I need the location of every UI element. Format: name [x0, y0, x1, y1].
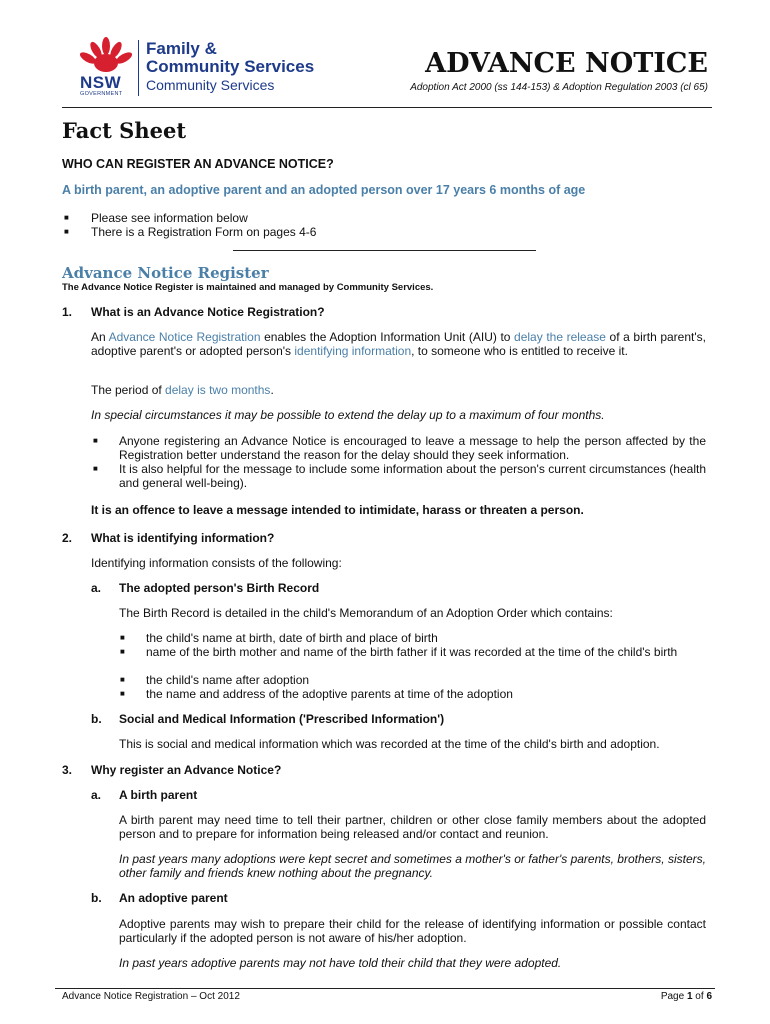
bullet-icon: ■ — [64, 227, 69, 236]
text-run: enables the Adoption Information Unit (AIU) to — [260, 330, 515, 344]
fact-bullet: Please see information below — [91, 211, 248, 225]
birth-record-bullet: the child's name at birth, date of birth and place of birth — [146, 631, 438, 645]
birth-record-intro: The Birth Record is detailed in the child's Memorandum of an Adoption Order which contains: — [119, 606, 613, 620]
subsection-letter: b. — [91, 712, 102, 726]
fact-bullet: There is a Registration Form on pages 4-6 — [91, 225, 317, 239]
fact-sheet-heading: Fact Sheet — [62, 118, 187, 143]
section-number: 2. — [62, 531, 73, 545]
glossary-link[interactable]: delay the release — [514, 330, 606, 344]
delay-period-text — [91, 383, 274, 397]
section-number: 3. — [62, 763, 73, 777]
section-title: What is identifying information? — [91, 531, 275, 545]
identifying-intro: Identifying information consists of the following: — [91, 556, 342, 570]
page-subtitle: Adoption Act 2000 (ss 144-153) & Adoption Regulation 2003 (cl 65) — [410, 82, 708, 93]
section-title: Why register an Advance Notice? — [91, 763, 282, 777]
glossary-link[interactable]: delay is two months — [165, 383, 271, 397]
logo-community-services: Community Services — [146, 57, 315, 76]
text-run: . — [270, 383, 274, 397]
total-pages: 6 — [706, 991, 712, 1002]
nsw-logo — [78, 36, 138, 98]
birth-record-bullet: the name and address of the adoptive parents at time of the adoption — [146, 687, 513, 701]
subsection-title: Social and Medical Information ('Prescribed Information') — [119, 712, 445, 726]
footer-doc-title: Advance Notice Registration – Oct 2012 — [62, 991, 240, 1002]
section-title: What is an Advance Notice Registration? — [91, 305, 325, 319]
subsection-letter: b. — [91, 891, 102, 905]
section-number: 1. — [62, 305, 73, 319]
bullet-icon: ■ — [93, 464, 98, 473]
glossary-link[interactable]: identifying information — [294, 344, 412, 358]
advance-notice-definition — [91, 330, 706, 358]
logo-government: GOVERNMENT — [80, 91, 123, 97]
subsection-letter: a. — [91, 788, 102, 802]
register-heading: Advance Notice Register — [62, 264, 269, 282]
offence-warning: It is an offence to leave a message intended to intimidate, harass or threaten a person. — [91, 503, 584, 517]
birth-record-bullet: name of the birth mother and name of the birth father if it was recorded at the time of the child's birth — [146, 645, 678, 659]
bullet-icon: ■ — [120, 647, 125, 656]
birth-parent-text: A birth parent may need time to tell their partner, children or other close family members about the adopted person and to prepare for information being released and/or contact and reunion. — [119, 813, 706, 841]
special-circumstances-text: In special circumstances it may be possible to extend the delay up to a maximum of four months. — [91, 408, 605, 422]
logo-community-services-sub: Community Services — [146, 77, 275, 93]
logo-divider — [138, 40, 139, 96]
text-run: of — [692, 991, 707, 1002]
logo-nsw: NSW — [80, 73, 122, 92]
subsection-letter: a. — [91, 581, 102, 595]
adoptive-parent-text: Adoptive parents may wish to prepare their child for the release of identifying information or possible contact particularly if the adopted person is not aware of his/her adoption. — [119, 917, 706, 945]
birth-record-bullet: the child's name after adoption — [146, 673, 310, 687]
current-page: 1 — [686, 991, 693, 1002]
who-can-register-heading: WHO CAN REGISTER AN ADVANCE NOTICE? — [62, 157, 334, 171]
text-run: The period of — [91, 383, 166, 397]
text-run: , to someone who is entitled to receive it. — [411, 344, 628, 358]
bullet-icon: ■ — [120, 675, 125, 684]
subsection-title: The adopted person's Birth Record — [119, 581, 320, 595]
subsection-title: A birth parent — [119, 788, 198, 802]
bullet-icon: ■ — [120, 689, 125, 698]
s1-bullet: It is also helpful for the message to include some information about the person's current circumstances (health and general well-being). — [119, 462, 706, 490]
s1-bullet: Anyone registering an Advance Notice is encouraged to leave a message to help the person affected by the Registration better understand the reason for the delay should they seek information. — [119, 434, 706, 462]
eligibility-text: A birth parent, an adoptive parent and an adopted person over 17 years 6 months of age — [62, 183, 586, 197]
text-run: Page — [660, 991, 687, 1002]
footer-rule — [55, 988, 715, 989]
glossary-link[interactable]: Advance Notice Registration — [108, 330, 261, 344]
logo-family: Family & — [146, 39, 217, 58]
social-medical-text: This is social and medical information which was recorded at the time of the child's birth and adoption. — [119, 737, 660, 751]
page-number — [661, 991, 712, 1003]
bullet-icon: ■ — [64, 213, 69, 222]
waratah-logo-icon — [78, 36, 134, 76]
bullet-icon: ■ — [120, 633, 125, 642]
register-subheading: The Advance Notice Register is maintained and managed by Community Services. — [62, 282, 434, 293]
page-title: ADVANCE NOTICE — [425, 48, 708, 79]
subsection-title: An adoptive parent — [119, 891, 228, 905]
text-run: of a birth parent's, adoptive parent's or adopted person's — [91, 330, 706, 358]
bullet-icon: ■ — [93, 436, 98, 445]
text-run: An — [91, 330, 109, 344]
section-separator — [233, 250, 536, 251]
birth-parent-history: In past years many adoptions were kept secret and sometimes a mother's or father's parents, brothers, sisters, other family and friends knew nothing about the pregnancy. — [119, 852, 706, 880]
adoptive-parent-history: In past years adoptive parents may not have told their child that they were adopted. — [119, 956, 562, 970]
header-rule — [62, 107, 712, 108]
